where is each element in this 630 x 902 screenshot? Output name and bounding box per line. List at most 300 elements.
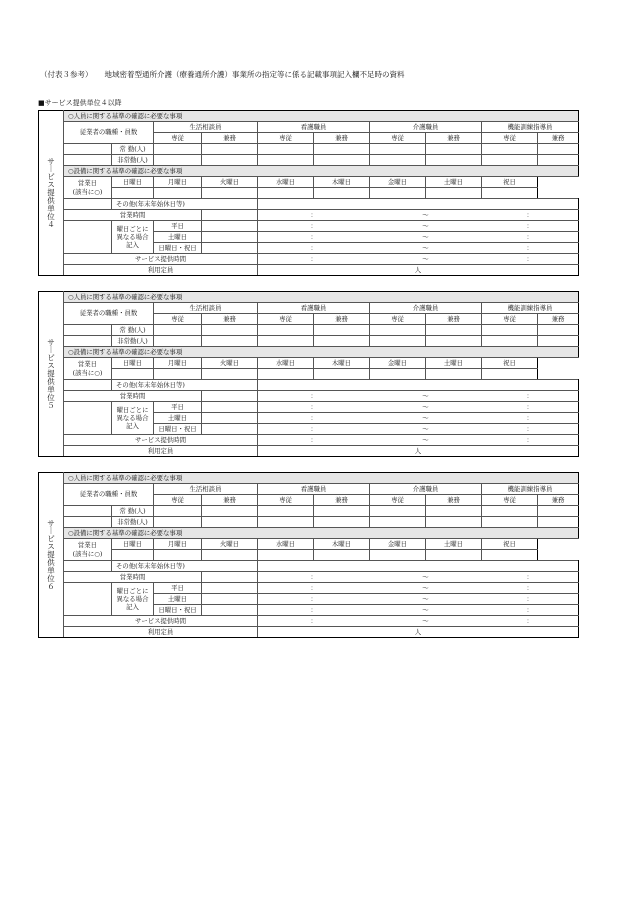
day-header: 火曜日 xyxy=(202,358,258,369)
input-cell[interactable] xyxy=(314,325,370,336)
day-header: 火曜日 xyxy=(202,539,258,550)
time-colon: ： xyxy=(526,424,533,433)
role-header: 生活相談員 xyxy=(154,122,258,133)
input-cell[interactable] xyxy=(426,369,482,380)
part-time-header: 兼務 xyxy=(202,133,258,144)
unit-label-char: 供 xyxy=(47,376,55,386)
time-colon: ： xyxy=(310,583,317,592)
capacity-value[interactable] xyxy=(258,446,579,457)
business-days-label xyxy=(64,539,112,561)
time-colon: ： xyxy=(310,210,317,219)
input-cell[interactable] xyxy=(482,517,538,528)
input-cell[interactable] xyxy=(370,506,426,517)
start-colon xyxy=(258,616,370,627)
role-header: 介護職員 xyxy=(370,122,482,133)
by-day-line2: 異なる場合 xyxy=(116,595,149,603)
part-time-header: 兼務 xyxy=(538,133,579,144)
input-cell[interactable] xyxy=(202,188,258,199)
sunday-holiday-label: 日曜日・祝日 xyxy=(154,243,202,254)
input-cell[interactable] xyxy=(154,550,202,561)
day-header: 水曜日 xyxy=(258,177,314,188)
time-tilde: 〜 xyxy=(422,210,429,219)
reference-note: （付表３参考） xyxy=(40,70,93,79)
time-colon: ： xyxy=(310,221,317,230)
start-colon xyxy=(258,391,370,402)
time-colon: ： xyxy=(526,402,533,411)
unit-label-char: ビ xyxy=(47,353,55,363)
input-cell[interactable] xyxy=(538,155,579,166)
time-colon: ： xyxy=(526,243,533,252)
capacity-unit: 人 xyxy=(414,627,422,636)
input-cell[interactable] xyxy=(370,188,426,199)
input-cell[interactable] xyxy=(538,336,579,347)
input-cell[interactable] xyxy=(202,155,258,166)
unit-label-char: 単 xyxy=(47,384,55,394)
staff-count-label: 従業者の職種・員数 xyxy=(64,122,154,144)
document-title xyxy=(40,69,405,80)
input-cell[interactable] xyxy=(258,561,579,572)
input-cell[interactable] xyxy=(482,188,538,199)
part-time-header: 兼務 xyxy=(426,495,482,506)
section-label: ■サービス提供単位４以降 xyxy=(38,99,122,107)
role-header: 看護職員 xyxy=(258,484,370,495)
unit-label-char: ビ xyxy=(47,172,55,182)
input-cell[interactable] xyxy=(370,550,426,561)
end-colon xyxy=(482,254,579,265)
sunday-holiday-label: 日曜日・祝日 xyxy=(154,424,202,435)
tilde-cell xyxy=(370,221,482,232)
tilde-cell xyxy=(370,210,482,221)
unit-label-char: 提 xyxy=(47,550,55,560)
unit-label-char: ６ xyxy=(47,581,55,591)
input-cell[interactable] xyxy=(112,550,154,561)
input-cell[interactable] xyxy=(258,380,579,391)
part-time-header: 兼務 xyxy=(538,314,579,325)
input-cell[interactable] xyxy=(258,144,314,155)
time-colon: ： xyxy=(310,413,317,422)
unit-label-char: 供 xyxy=(47,195,55,205)
service-unit-table-5 xyxy=(38,291,579,457)
time-colon: ： xyxy=(310,254,317,263)
input-cell[interactable] xyxy=(154,144,202,155)
time-colon: ： xyxy=(526,583,533,592)
input-cell[interactable] xyxy=(258,336,314,347)
full-time-header: 専従 xyxy=(370,495,426,506)
time-colon: ： xyxy=(526,221,533,230)
end-colon xyxy=(482,424,579,435)
role-header: 機能訓練指導員 xyxy=(482,303,579,314)
input-cell[interactable] xyxy=(314,369,370,380)
facility-section-header: ○設備に関する基準の確認に必要な事項 xyxy=(64,528,579,539)
capacity-label: 利用定員 xyxy=(64,627,258,638)
unit-label-char: ５ xyxy=(47,400,55,410)
regular-label: 常 勤(人) xyxy=(112,144,154,155)
tilde-cell xyxy=(370,413,482,424)
input-cell[interactable] xyxy=(370,517,426,528)
other-days-label: その他(年末年始休日等) xyxy=(112,561,258,572)
input-cell[interactable] xyxy=(314,188,370,199)
unit-label-char: 供 xyxy=(47,557,55,567)
input-cell[interactable] xyxy=(426,155,482,166)
input-cell[interactable] xyxy=(202,232,258,243)
input-cell[interactable] xyxy=(538,144,579,155)
regular-label: 常 勤(人) xyxy=(112,325,154,336)
staff-section-header: ○人員に関する基準の確認に必要な事項 xyxy=(64,473,579,484)
input-cell[interactable] xyxy=(426,144,482,155)
service-unit-table-6 xyxy=(38,472,579,638)
input-cell[interactable] xyxy=(538,325,579,336)
part-time-header: 兼務 xyxy=(202,314,258,325)
day-header: 祝日 xyxy=(482,177,538,188)
input-cell[interactable] xyxy=(202,243,258,254)
input-cell[interactable] xyxy=(426,517,482,528)
start-colon xyxy=(258,413,370,424)
unit-label-char: ス xyxy=(47,180,55,190)
by-day-line1: 曜日ごとに xyxy=(116,587,149,595)
tilde-cell xyxy=(370,572,482,583)
start-colon xyxy=(258,402,370,413)
capacity-unit: 人 xyxy=(414,265,422,274)
time-tilde: 〜 xyxy=(422,572,429,581)
business-days-label xyxy=(64,177,112,199)
time-colon: ： xyxy=(310,402,317,411)
start-colon xyxy=(258,572,370,583)
business-days-line1: 営業日 xyxy=(77,540,98,549)
full-time-header: 専従 xyxy=(482,495,538,506)
capacity-value[interactable] xyxy=(258,265,579,276)
unit-label-char: ビ xyxy=(47,534,55,544)
input-cell[interactable] xyxy=(202,424,258,435)
time-colon: ： xyxy=(310,572,317,581)
business-days-line2: (該当に○) xyxy=(72,187,103,196)
business-days-line2: (該当に○) xyxy=(72,368,103,377)
input-cell[interactable] xyxy=(482,325,538,336)
unit-label-char: サ xyxy=(47,156,55,166)
day-header: 木曜日 xyxy=(314,177,370,188)
input-cell[interactable] xyxy=(370,144,426,155)
time-colon: ： xyxy=(310,391,317,400)
by-day-line3: 記入 xyxy=(126,422,139,430)
by-day-label xyxy=(112,221,154,254)
day-header: 土曜日 xyxy=(426,177,482,188)
capacity-label: 利用定員 xyxy=(64,446,258,457)
input-cell[interactable] xyxy=(314,550,370,561)
time-tilde: 〜 xyxy=(422,424,429,433)
tilde-cell xyxy=(370,232,482,243)
part-time-header: 兼務 xyxy=(426,314,482,325)
full-time-header: 専従 xyxy=(482,314,538,325)
capacity-value[interactable] xyxy=(258,627,579,638)
day-header: 祝日 xyxy=(482,358,538,369)
role-header: 機能訓練指導員 xyxy=(482,122,579,133)
input-cell[interactable] xyxy=(370,325,426,336)
part-time-header: 兼務 xyxy=(314,133,370,144)
unit-label-char: 単 xyxy=(47,203,55,213)
by-day-line2: 異なる場合 xyxy=(116,414,149,422)
time-tilde: 〜 xyxy=(422,583,429,592)
input-cell[interactable] xyxy=(154,325,202,336)
end-colon xyxy=(482,605,579,616)
part-time-header: 兼務 xyxy=(202,495,258,506)
tilde-cell xyxy=(370,391,482,402)
input-cell[interactable] xyxy=(258,325,314,336)
input-cell[interactable] xyxy=(426,506,482,517)
time-tilde: 〜 xyxy=(422,594,429,603)
time-tilde: 〜 xyxy=(422,605,429,614)
input-cell[interactable] xyxy=(202,413,258,424)
end-colon xyxy=(482,210,579,221)
weekday-label: 平日 xyxy=(154,221,202,232)
time-colon: ： xyxy=(526,616,533,625)
time-colon: ： xyxy=(310,594,317,603)
input-cell[interactable] xyxy=(202,369,258,380)
unit-label-char: 提 xyxy=(47,369,55,379)
unit-label-char: ｜ xyxy=(47,164,55,174)
other-days-label: その他(年末年始休日等) xyxy=(112,380,258,391)
end-colon xyxy=(482,402,579,413)
role-header: 看護職員 xyxy=(258,303,370,314)
input-cell[interactable] xyxy=(426,550,482,561)
time-colon: ： xyxy=(310,616,317,625)
time-colon: ： xyxy=(526,572,533,581)
tilde-cell xyxy=(370,243,482,254)
unit-label-char: 位 xyxy=(47,211,55,221)
end-colon xyxy=(482,221,579,232)
by-day-line2: 異なる場合 xyxy=(116,233,149,241)
service-unit-table-4 xyxy=(38,110,579,276)
unit-label-char: サ xyxy=(47,337,55,347)
day-header: 金曜日 xyxy=(370,177,426,188)
input-cell[interactable] xyxy=(426,336,482,347)
irregular-label: 非常勤(人) xyxy=(112,336,154,347)
time-colon: ： xyxy=(526,232,533,241)
day-header: 金曜日 xyxy=(370,539,426,550)
business-days-line1: 営業日 xyxy=(77,359,98,368)
time-colon: ： xyxy=(310,605,317,614)
start-colon xyxy=(258,435,370,446)
input-cell[interactable] xyxy=(370,336,426,347)
input-cell[interactable] xyxy=(258,199,579,210)
service-hours-label: サービス提供時間 xyxy=(64,254,258,265)
end-colon xyxy=(482,243,579,254)
unit-label-char: ス xyxy=(47,542,55,552)
full-time-header: 専従 xyxy=(258,314,314,325)
input-cell[interactable] xyxy=(314,336,370,347)
end-colon xyxy=(482,594,579,605)
by-day-line3: 記入 xyxy=(126,603,139,611)
input-cell[interactable] xyxy=(370,155,426,166)
facility-section-header: ○設備に関する基準の確認に必要な事項 xyxy=(64,347,579,358)
input-cell[interactable] xyxy=(202,144,258,155)
end-colon xyxy=(482,413,579,424)
business-days-line2: (該当に○) xyxy=(72,549,103,558)
unit-label-char: ４ xyxy=(47,219,55,229)
end-colon xyxy=(482,391,579,402)
weekday-label: 平日 xyxy=(154,402,202,413)
business-hours-label: 営業時間 xyxy=(64,572,202,583)
day-header: 日曜日 xyxy=(112,539,154,550)
full-time-header: 専従 xyxy=(370,133,426,144)
unit-label-char: ｜ xyxy=(47,526,55,536)
service-hours-label: サービス提供時間 xyxy=(64,435,258,446)
title-text: 地域密着型通所介護（療養通所介護）事業所の指定等に係る記載事項記入欄不足時の資料 xyxy=(104,70,405,79)
input-cell[interactable] xyxy=(202,210,258,221)
by-day-line1: 曜日ごとに xyxy=(116,406,149,414)
day-header: 木曜日 xyxy=(314,539,370,550)
full-time-header: 専従 xyxy=(370,314,426,325)
unit-label-char: 位 xyxy=(47,392,55,402)
tilde-cell xyxy=(370,424,482,435)
time-colon: ： xyxy=(310,243,317,252)
by-day-label xyxy=(112,583,154,616)
day-header: 水曜日 xyxy=(258,539,314,550)
time-tilde: 〜 xyxy=(422,402,429,411)
input-cell[interactable] xyxy=(202,572,258,583)
end-colon xyxy=(482,616,579,627)
input-cell[interactable] xyxy=(154,336,202,347)
input-cell[interactable] xyxy=(370,369,426,380)
input-cell[interactable] xyxy=(314,506,370,517)
unit-label-char: ス xyxy=(47,361,55,371)
input-cell[interactable] xyxy=(202,336,258,347)
input-cell[interactable] xyxy=(154,188,202,199)
unit-label-char: 提 xyxy=(47,188,55,198)
input-cell[interactable] xyxy=(258,369,314,380)
facility-section-header: ○設備に関する基準の確認に必要な事項 xyxy=(64,166,579,177)
input-cell[interactable] xyxy=(154,155,202,166)
input-cell[interactable] xyxy=(154,369,202,380)
time-tilde: 〜 xyxy=(422,435,429,444)
day-header: 月曜日 xyxy=(154,358,202,369)
input-cell[interactable] xyxy=(482,369,538,380)
end-colon xyxy=(482,435,579,446)
input-cell[interactable] xyxy=(202,506,258,517)
tilde-cell xyxy=(370,402,482,413)
unit-label-char: サ xyxy=(47,518,55,528)
input-cell[interactable] xyxy=(154,517,202,528)
tilde-cell xyxy=(370,254,482,265)
input-cell[interactable] xyxy=(202,517,258,528)
saturday-label: 土曜日 xyxy=(154,594,202,605)
end-colon xyxy=(482,583,579,594)
input-cell[interactable] xyxy=(538,506,579,517)
day-header: 土曜日 xyxy=(426,539,482,550)
input-cell[interactable] xyxy=(154,506,202,517)
by-day-line1: 曜日ごとに xyxy=(116,225,149,233)
role-header: 介護職員 xyxy=(370,484,482,495)
tilde-cell xyxy=(370,435,482,446)
tilde-cell xyxy=(370,583,482,594)
unit-label-char: 位 xyxy=(47,573,55,583)
input-cell[interactable] xyxy=(202,325,258,336)
start-colon xyxy=(258,594,370,605)
time-colon: ： xyxy=(526,210,533,219)
unit-label xyxy=(39,292,64,457)
input-cell[interactable] xyxy=(202,550,258,561)
input-cell[interactable] xyxy=(426,325,482,336)
time-colon: ： xyxy=(526,391,533,400)
role-header: 介護職員 xyxy=(370,303,482,314)
part-time-header: 兼務 xyxy=(426,133,482,144)
time-colon: ： xyxy=(526,594,533,603)
input-cell[interactable] xyxy=(482,144,538,155)
day-header: 木曜日 xyxy=(314,358,370,369)
time-colon: ： xyxy=(526,413,533,422)
time-tilde: 〜 xyxy=(422,232,429,241)
start-colon xyxy=(258,210,370,221)
input-cell[interactable] xyxy=(112,369,154,380)
staff-section-header: ○人員に関する基準の確認に必要な事項 xyxy=(64,111,579,122)
unit-label-char: 単 xyxy=(47,565,55,575)
business-hours-label: 営業時間 xyxy=(64,391,202,402)
day-header: 土曜日 xyxy=(426,358,482,369)
input-cell[interactable] xyxy=(258,188,314,199)
end-colon xyxy=(482,572,579,583)
service-hours-label: サービス提供時間 xyxy=(64,616,258,627)
input-cell[interactable] xyxy=(202,402,258,413)
input-cell[interactable] xyxy=(202,583,258,594)
start-colon xyxy=(258,232,370,243)
tilde-cell xyxy=(370,605,482,616)
input-cell[interactable] xyxy=(202,221,258,232)
unit-label-char: ｜ xyxy=(47,345,55,355)
full-time-header: 専従 xyxy=(154,495,202,506)
start-colon xyxy=(258,424,370,435)
tilde-cell xyxy=(370,616,482,627)
input-cell[interactable] xyxy=(258,550,314,561)
input-cell[interactable] xyxy=(482,550,538,561)
input-cell[interactable] xyxy=(314,144,370,155)
capacity-unit: 人 xyxy=(414,446,422,455)
input-cell[interactable] xyxy=(482,506,538,517)
by-day-label xyxy=(112,402,154,435)
role-header: 機能訓練指導員 xyxy=(482,484,579,495)
time-colon: ： xyxy=(526,254,533,263)
input-cell[interactable] xyxy=(202,391,258,402)
business-days-line1: 営業日 xyxy=(77,178,98,187)
input-cell[interactable] xyxy=(202,594,258,605)
input-cell[interactable] xyxy=(482,336,538,347)
sunday-holiday-label: 日曜日・祝日 xyxy=(154,605,202,616)
time-tilde: 〜 xyxy=(422,391,429,400)
input-cell[interactable] xyxy=(482,155,538,166)
start-colon xyxy=(258,243,370,254)
input-cell[interactable] xyxy=(314,155,370,166)
day-header: 火曜日 xyxy=(202,177,258,188)
input-cell[interactable] xyxy=(426,188,482,199)
input-cell[interactable] xyxy=(258,517,314,528)
day-header: 金曜日 xyxy=(370,358,426,369)
input-cell[interactable] xyxy=(258,155,314,166)
input-cell[interactable] xyxy=(314,517,370,528)
time-tilde: 〜 xyxy=(422,254,429,263)
input-cell[interactable] xyxy=(258,506,314,517)
role-header: 看護職員 xyxy=(258,122,370,133)
full-time-header: 専従 xyxy=(154,314,202,325)
time-tilde: 〜 xyxy=(422,413,429,422)
part-time-header: 兼務 xyxy=(314,495,370,506)
part-time-header: 兼務 xyxy=(314,314,370,325)
end-colon xyxy=(482,232,579,243)
input-cell[interactable] xyxy=(538,517,579,528)
input-cell[interactable] xyxy=(112,188,154,199)
start-colon xyxy=(258,583,370,594)
day-header: 日曜日 xyxy=(112,358,154,369)
time-colon: ： xyxy=(310,435,317,444)
regular-label: 常 勤(人) xyxy=(112,506,154,517)
tilde-cell xyxy=(370,594,482,605)
input-cell[interactable] xyxy=(202,605,258,616)
